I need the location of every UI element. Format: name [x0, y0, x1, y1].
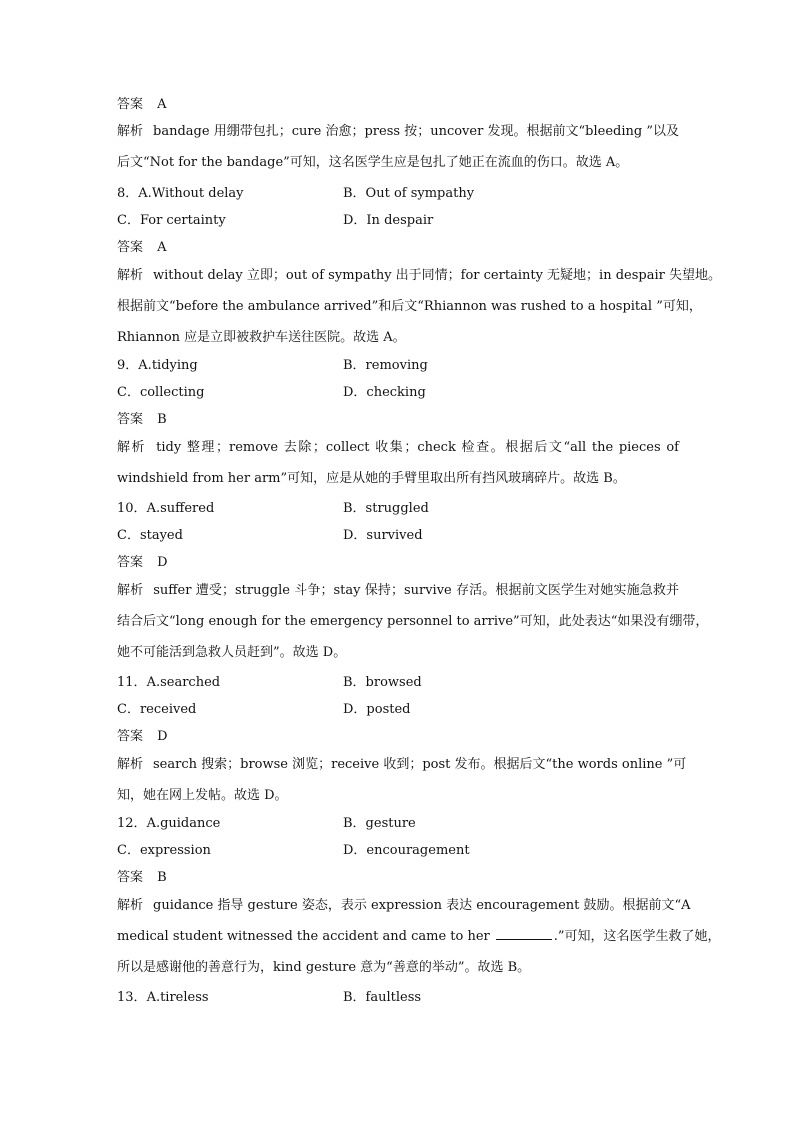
question-11-option-d: D．posted	[343, 702, 411, 717]
question-8-option-c: C．For certainty	[117, 213, 226, 228]
question-9-option-a: 9．A.tidying	[117, 358, 198, 373]
answer-value: D	[157, 555, 168, 570]
analysis-paragraph	[117, 260, 721, 353]
analysis-paragraph	[117, 575, 709, 668]
fill-in-blank	[496, 928, 552, 940]
analysis-label: 解析	[117, 898, 144, 913]
question-number: 9	[117, 358, 126, 373]
answer-line	[117, 555, 168, 571]
analysis-line: 知，她在网上发帖。故选 D。	[117, 788, 288, 803]
question-13-option-b: B．faultless	[343, 990, 422, 1005]
answer-label: 答案	[117, 555, 144, 570]
question-10-option-d: D．survived	[343, 528, 423, 543]
answer-line	[117, 240, 167, 256]
analysis-line: medical student witnessed the accident and came to her .”可知，这名医学生救了她，	[117, 929, 721, 944]
answer-label: 答案	[117, 97, 144, 112]
question-9-option-d: D．checking	[343, 385, 426, 400]
analysis-paragraph	[117, 749, 687, 811]
analysis-line: 根据前文“before the ambulance arrived”和后文“Rhiannon was rushed to a hospital ”可知，	[117, 299, 702, 314]
question-9-option-c: C．collecting	[117, 385, 205, 400]
answer-value: B	[157, 412, 167, 427]
analysis-label: 解析	[117, 583, 144, 598]
question-9-option-b: B．removing	[343, 358, 428, 373]
answer-value: A	[157, 97, 167, 112]
question-number: 12	[117, 816, 134, 831]
question-11-option-c: C．received	[117, 702, 197, 717]
question-12-option-d: D．encouragement	[343, 843, 470, 858]
analysis-line: 解析 search 搜索；browse 浏览；receive 收到；post 发布。根据后文“the words online ”可	[117, 757, 687, 772]
analysis-line: 结合后文“long enough for the emergency personnel to arrive”可知，此处表达“如果没有绷带，	[117, 614, 709, 629]
question-11-option-b: B．browsed	[343, 675, 422, 690]
analysis-line: Rhiannon 应是立即被救护车送往医院。故选 A。	[117, 330, 406, 345]
question-10-option-a: 10．A.suffered	[117, 501, 215, 516]
analysis-line: 所以是感谢他的善意行为，kind gesture 意为“善意的举动”。故选 B。	[117, 960, 531, 975]
question-11-option-a: 11．A.searched	[117, 675, 221, 690]
analysis-paragraph	[117, 432, 679, 494]
answer-line	[117, 870, 167, 886]
answer-value: D	[157, 729, 168, 744]
question-12-option-b: B．gesture	[343, 816, 416, 831]
question-number: 10	[117, 501, 134, 516]
answer-label: 答案	[117, 870, 144, 885]
analysis-label: 解析	[117, 440, 147, 455]
question-8-option-d: D．In despair	[343, 213, 434, 228]
analysis-line: 她不可能活到急救人员赶到”。故选 D。	[117, 645, 347, 660]
analysis-label: 解析	[117, 124, 144, 139]
question-12-option-c: C．expression	[117, 843, 211, 858]
analysis-line: 解析 guidance 指导 gesture 姿态，表示 expression 表达 encouragement 鼓励。根据前文“A	[117, 898, 691, 913]
question-10-option-b: B．struggled	[343, 501, 429, 516]
analysis-line: 解析 without delay 立即；out of sympathy 出于同情；for certainty 无疑地；in despair 失望地。	[117, 268, 721, 283]
answer-label: 答案	[117, 412, 144, 427]
question-13-option-a: 13．A.tireless	[117, 990, 209, 1005]
analysis-line: 解析 suffer 遭受；struggle 斗争；stay 保持；survive 存活。根据前文医学生对她实施急救并	[117, 583, 679, 598]
analysis-line: 后文“Not for the bandage”可知，这名医学生应是包扎了她正在流血的伤口。故选 A。	[117, 155, 629, 170]
answer-value: B	[157, 870, 167, 885]
analysis-line: 解析 tidy 整理；remove 去除；collect 收集；check 检查。根据后文“all the pieces of	[117, 440, 679, 455]
question-12-option-a: 12．A.guidance	[117, 816, 221, 831]
question-number: 11	[117, 675, 134, 690]
answer-line	[117, 412, 167, 428]
question-10-option-c: C．stayed	[117, 528, 183, 543]
analysis-label: 解析	[117, 757, 144, 772]
analysis-line: 解析 bandage 用绷带包扎；cure 治愈；press 按；uncover 发现。根据前文“bleeding ”以及	[117, 124, 679, 139]
analysis-label: 解析	[117, 268, 144, 283]
question-number: 8	[117, 186, 126, 201]
answer-value: A	[157, 240, 167, 255]
answer-label: 答案	[117, 240, 144, 255]
question-8-option-a: 8．A.Without delay	[117, 186, 244, 201]
analysis-line: windshield from her arm”可知，应是从她的手臂里取出所有挡风玻璃碎片。故选 B。	[117, 471, 626, 486]
analysis-paragraph	[117, 116, 679, 178]
question-8-option-b: B．Out of sympathy	[343, 186, 475, 201]
analysis-paragraph	[117, 890, 721, 983]
answer-line	[117, 729, 168, 745]
answer-line	[117, 97, 167, 113]
question-number: 13	[117, 990, 134, 1005]
answer-label: 答案	[117, 729, 144, 744]
